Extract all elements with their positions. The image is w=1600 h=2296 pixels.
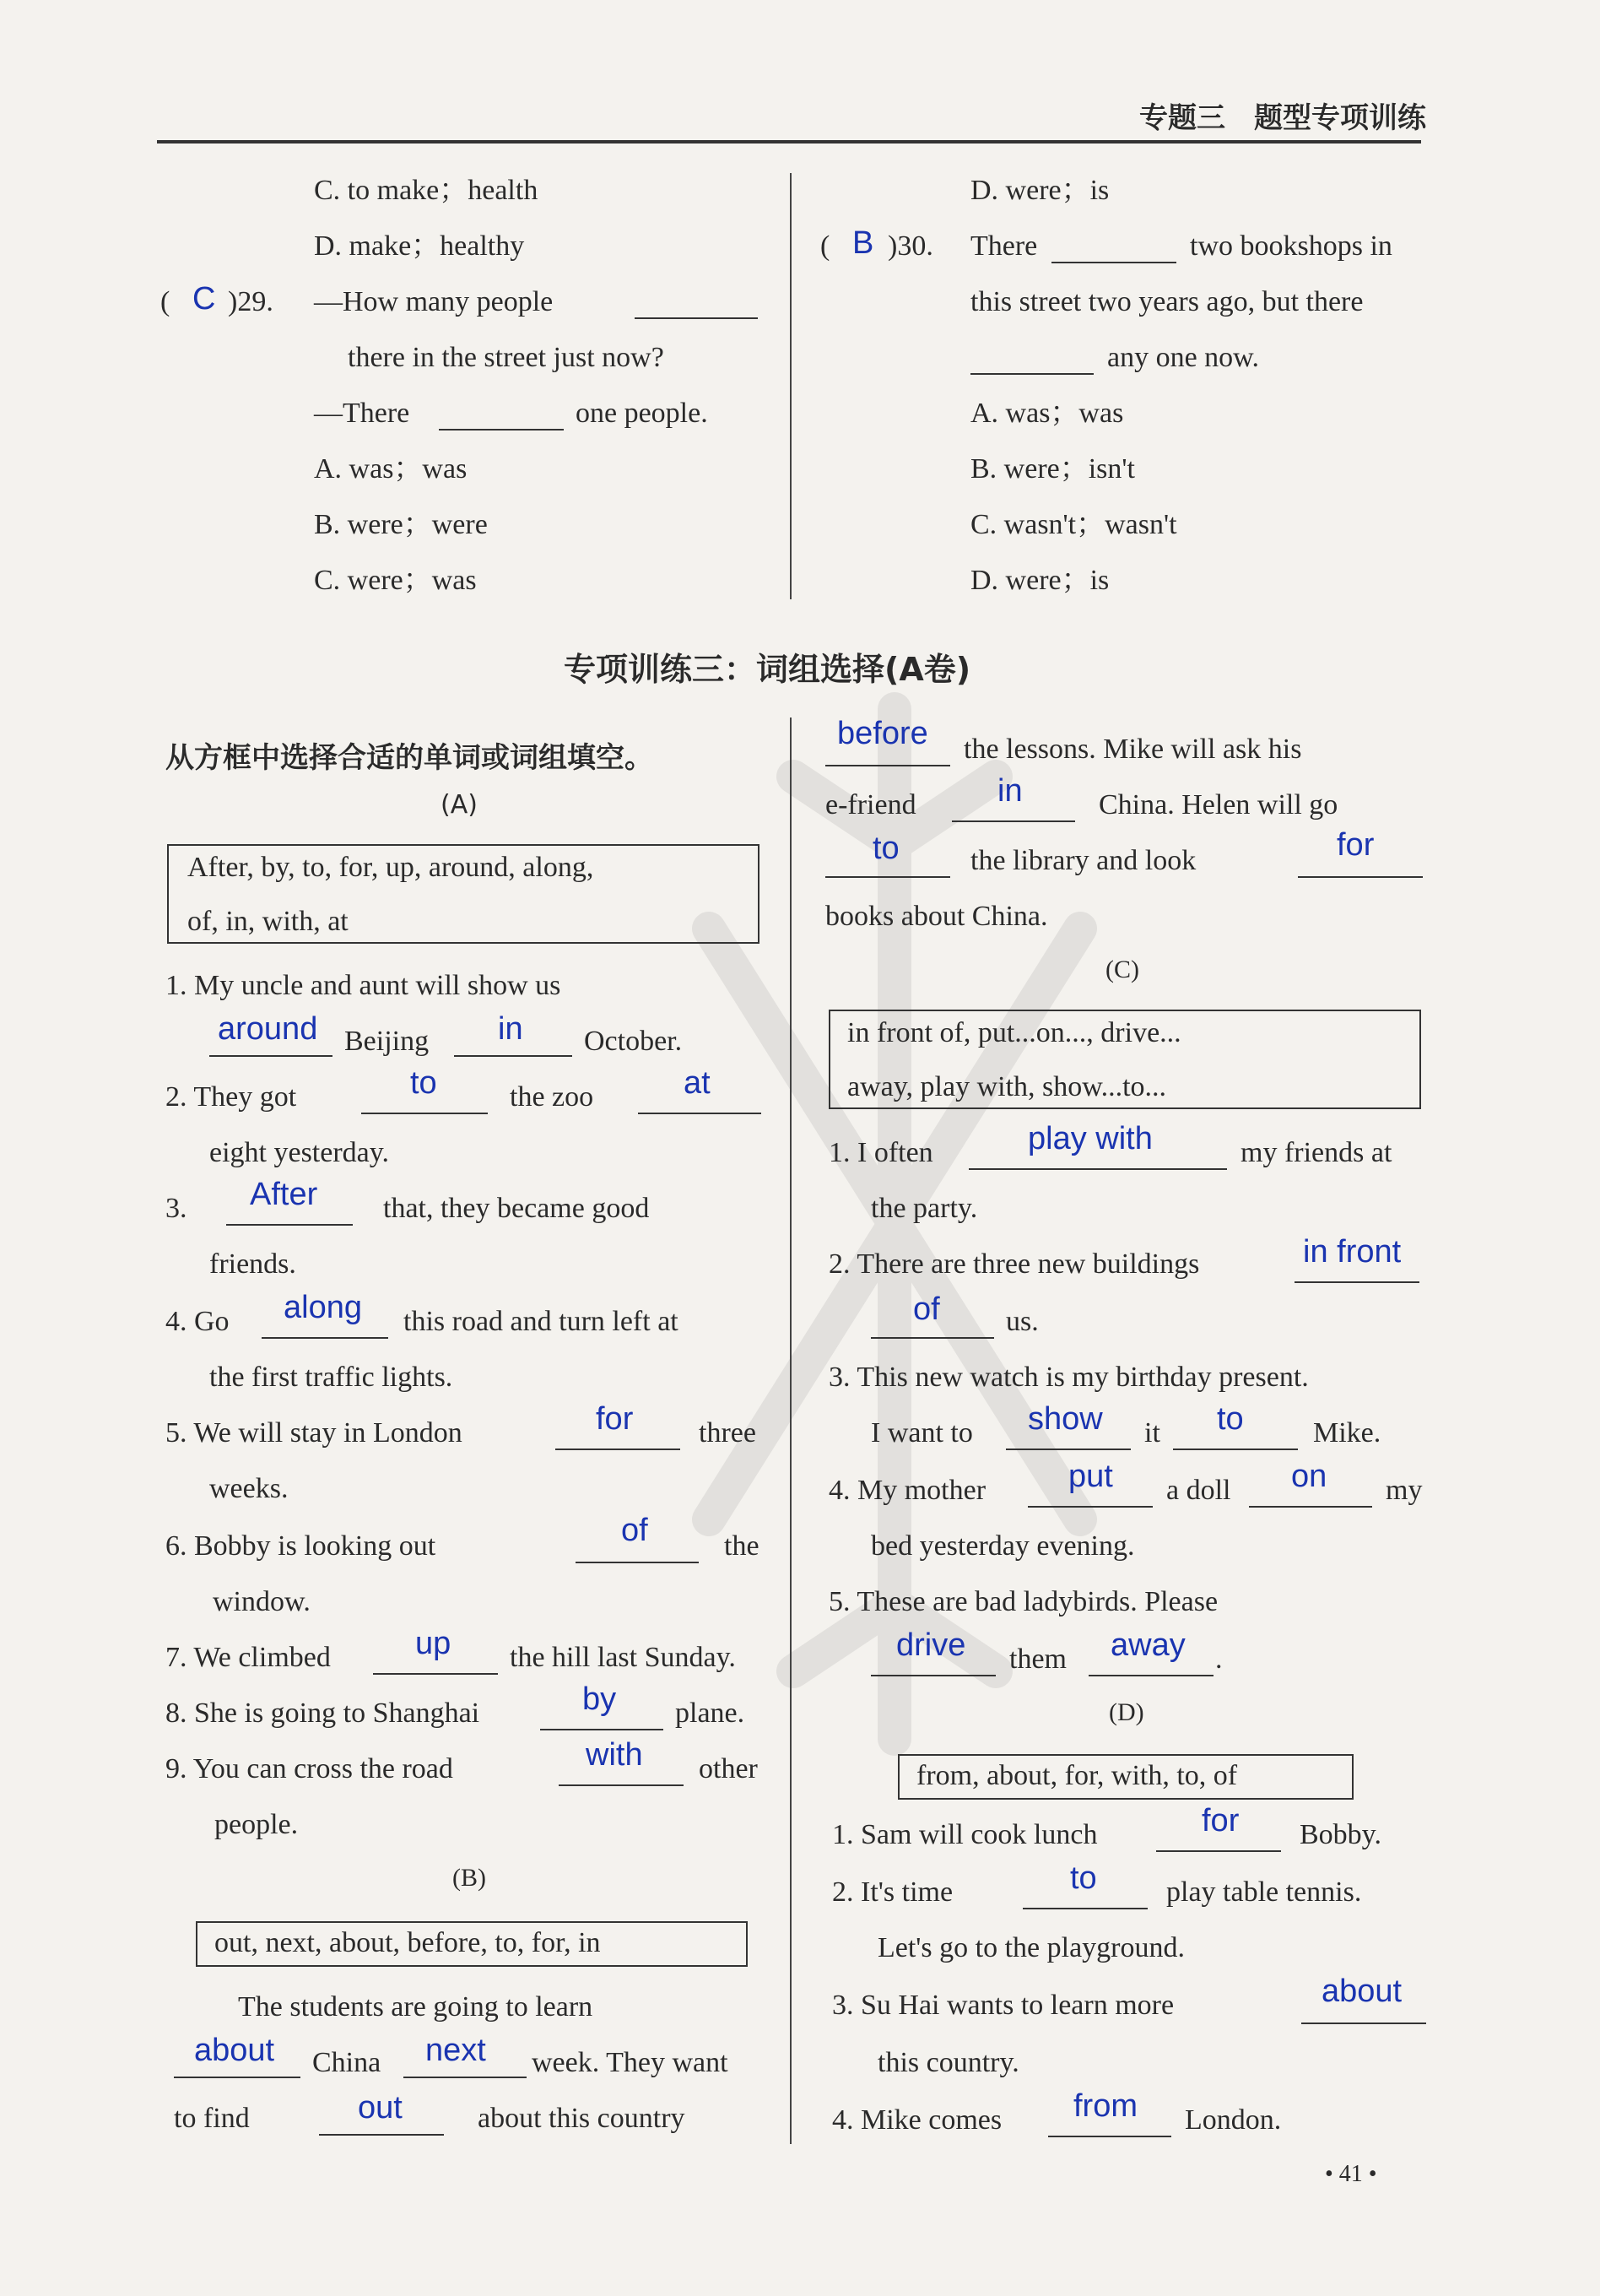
a-q3-ans: After <box>250 1177 318 1212</box>
a-q2-line1b: the zoo <box>510 1081 594 1113</box>
option-d-q29: D. were；is <box>970 175 1110 206</box>
d-q3-blank <box>1301 2023 1426 2024</box>
c-q5-blank1 <box>871 1675 996 1676</box>
d-q2-line2: Let's go to the playground. <box>878 1932 1186 1963</box>
a-q9-line1b: other <box>699 1753 758 1784</box>
c-q2-ans1: in front <box>1303 1234 1402 1270</box>
b-ans-before: before <box>837 716 928 751</box>
c-q4-ans2: on <box>1291 1459 1327 1494</box>
c-q3-line2b: it <box>1144 1417 1160 1449</box>
a-q9-line2: people. <box>214 1809 299 1840</box>
b-blank-about <box>174 2077 300 2078</box>
q29-number: )29. <box>228 286 273 317</box>
a-q3-line1: that, they became good <box>383 1193 650 1224</box>
a-q7-ans: up <box>415 1626 451 1661</box>
c-q2-blank1 <box>1295 1281 1419 1283</box>
a-q6-blank <box>576 1562 699 1563</box>
c-q2-line2: us. <box>1006 1306 1039 1337</box>
part-b-box-text: out, next, about, before, to, for, in <box>214 1927 601 1958</box>
part-a-box-line2: of, in, with, at <box>187 906 349 937</box>
a-q6-line1b: the <box>724 1530 759 1562</box>
c-q4-line1a: 4. My mother <box>829 1475 986 1506</box>
d-q2-line1b: play table tennis. <box>1166 1876 1362 1908</box>
a-q1-blank1 <box>209 1055 332 1057</box>
b-blank-for <box>1298 876 1423 878</box>
c-q5-blank2 <box>1089 1675 1214 1676</box>
part-d-label: (D) <box>1109 1698 1144 1726</box>
a-q5-line2: weeks. <box>209 1473 289 1504</box>
bottom-column-divider <box>790 718 792 2144</box>
d-q2-line1a: 2. It's time <box>832 1876 954 1908</box>
b-passage-line3a: to find <box>174 2103 250 2134</box>
q29-line1: —How many people <box>314 286 554 317</box>
q29-line3b: one people. <box>576 398 708 429</box>
c-q2-blank2 <box>871 1337 994 1339</box>
c-q4-blank1 <box>1028 1506 1153 1508</box>
c-q4-line1b: a doll <box>1166 1475 1231 1506</box>
q30-option-d: D. were；is <box>970 565 1110 596</box>
q30-line1a: There <box>970 230 1038 262</box>
q30-answer: B <box>852 225 874 261</box>
part-b-label: (B) <box>452 1864 486 1892</box>
part-d-box-text: from, about, for, with, to, of <box>916 1760 1238 1791</box>
a-q7-line1b: the hill last Sunday. <box>510 1642 736 1673</box>
b-blank-in <box>952 820 1075 822</box>
c-q4-line2: bed yesterday evening. <box>871 1530 1135 1562</box>
d-q3-line1: 3. Su Hai wants to learn more <box>832 1990 1175 2021</box>
c-q1-ans: play with <box>1028 1121 1153 1156</box>
a-q6-line2: window. <box>213 1586 311 1617</box>
a-q7-line1a: 7. We climbed <box>165 1642 331 1673</box>
b-right-line2b: China. Helen will go <box>1099 789 1338 820</box>
b-ans-next: next <box>425 2033 486 2068</box>
b-passage-line1: The students are going to learn <box>238 1991 593 2023</box>
a-q4-blank <box>262 1337 388 1339</box>
a-q3-line2: friends. <box>209 1248 296 1280</box>
c-q5-line1: 5. These are bad ladybirds. Please <box>829 1586 1219 1617</box>
q30-number: )30. <box>888 230 933 262</box>
q30-line2: this street two years ago, but there <box>970 286 1364 317</box>
d-q2-ans: to <box>1070 1860 1097 1896</box>
a-q8-line1b: plane. <box>675 1698 745 1729</box>
b-right-line1: the lessons. Mike will ask his <box>964 734 1302 765</box>
section-title: 专项训练三：词组选择(A卷) <box>564 651 971 688</box>
b-right-line3: the library and look <box>970 845 1197 876</box>
a-q2-ans1: to <box>410 1065 437 1101</box>
a-q1-october: October. <box>584 1026 683 1057</box>
a-q9-ans: with <box>586 1737 643 1773</box>
d-q3-ans: about <box>1322 1974 1403 2009</box>
c-q2-ans2: of <box>913 1292 940 1327</box>
b-passage-week: week. They want <box>532 2047 728 2078</box>
a-q6-line1a: 6. Bobby is looking out <box>165 1530 436 1562</box>
b-passage-line3b: about this country <box>478 2103 685 2134</box>
a-q1-ans1: around <box>218 1011 318 1047</box>
a-q1-ans2: in <box>498 1011 523 1047</box>
top-column-divider <box>790 173 792 599</box>
b-blank-out <box>319 2134 444 2136</box>
part-a-box-line1: After, by, to, for, up, around, along, <box>187 852 594 883</box>
d-q1-blank <box>1156 1850 1281 1852</box>
c-q4-blank2 <box>1249 1506 1372 1508</box>
c-q3-ans1: show <box>1028 1401 1103 1437</box>
page-header-title: 专题三 题型专项训练 <box>1139 101 1426 135</box>
a-q1-blank2 <box>454 1055 572 1057</box>
b-right-line2a: e-friend <box>825 789 916 820</box>
c-q4-ans1: put <box>1068 1459 1113 1494</box>
b-blank-next <box>403 2077 527 2078</box>
q30-blank2 <box>970 373 1094 375</box>
d-q2-blank <box>1023 1908 1148 1909</box>
q29-option-a: A. was；was <box>314 453 468 485</box>
a-q5-line1b: three <box>699 1417 756 1449</box>
c-q3-line1: 3. This new watch is my birthday present. <box>829 1362 1309 1393</box>
instruction: 从方框中选择合适的单词或词组填空。 <box>165 741 653 775</box>
b-blank-before <box>825 765 950 766</box>
part-c-label: (C) <box>1105 956 1139 983</box>
c-q3-blank1 <box>1006 1449 1131 1450</box>
q29-answer: C <box>192 281 216 317</box>
a-q2-blank1 <box>361 1113 488 1114</box>
a-q8-blank <box>540 1729 663 1730</box>
c-q1-blank <box>969 1168 1227 1170</box>
part-a-label: (A) <box>441 790 478 820</box>
c-q1-line1b: my friends at <box>1241 1137 1392 1168</box>
a-q5-ans: for <box>596 1401 634 1437</box>
c-q5-line2a: them <box>1009 1643 1067 1675</box>
d-q4-ans: from <box>1073 2088 1138 2124</box>
a-q1-beijing: Beijing <box>344 1026 430 1057</box>
q29-paren-open: ( <box>160 286 170 317</box>
a-q3-num: 3. <box>165 1193 187 1224</box>
d-q1-line1b: Bobby. <box>1300 1819 1381 1850</box>
a-q3-blank <box>226 1224 353 1226</box>
q29-option-c: C. were；was <box>314 565 477 596</box>
a-q2-ans2: at <box>684 1065 711 1101</box>
c-q5-ans1: drive <box>896 1627 966 1663</box>
c-q3-line2c: Mike. <box>1313 1417 1381 1449</box>
a-q5-line1a: 5. We will stay in London <box>165 1417 462 1449</box>
q29-option-b: B. were；were <box>314 509 488 540</box>
d-q1-ans: for <box>1202 1803 1240 1838</box>
a-q4-line1a: 4. Go <box>165 1306 230 1337</box>
a-q9-blank <box>559 1784 684 1786</box>
b-right-line4: books about China. <box>825 901 1048 932</box>
header-rule <box>157 140 1421 144</box>
a-q9-line1a: 9. You can cross the road <box>165 1753 453 1784</box>
a-q6-ans: of <box>621 1513 648 1548</box>
a-q8-ans: by <box>582 1681 617 1717</box>
b-ans-to: to <box>873 831 900 866</box>
part-c-box-line1: in front of, put...on..., drive... <box>847 1017 1181 1048</box>
q29-blank2 <box>439 429 564 430</box>
b-ans-out: out <box>358 2090 403 2125</box>
b-ans-in: in <box>997 773 1023 809</box>
q30-paren-open: ( <box>820 230 830 262</box>
b-passage-china: China <box>312 2047 381 2078</box>
q29-line3a: —There <box>314 398 410 429</box>
q30-option-c: C. wasn't；wasn't <box>970 509 1177 540</box>
page-number: • 41 • <box>1325 2161 1377 2187</box>
d-q1-line1a: 1. Sam will cook lunch <box>832 1819 1098 1850</box>
a-q2-blank2 <box>638 1113 761 1114</box>
q30-option-b: B. were；isn't <box>970 453 1135 485</box>
c-q3-ans2: to <box>1217 1401 1244 1437</box>
q30-option-a: A. was；was <box>970 398 1124 429</box>
c-q3-blank2 <box>1173 1449 1298 1450</box>
c-q5-line2b: . <box>1215 1643 1223 1675</box>
a-q5-blank <box>555 1449 680 1450</box>
d-q3-line2: this country. <box>878 2047 1019 2078</box>
c-q5-ans2: away <box>1111 1627 1186 1663</box>
b-ans-for: for <box>1337 827 1375 863</box>
option-c-q28: C. to make；health <box>314 175 538 206</box>
a-q1-line1: 1. My uncle and aunt will show us <box>165 970 561 1001</box>
b-ans-about: about <box>194 2033 275 2068</box>
a-q2-line2: eight yesterday. <box>209 1137 390 1168</box>
c-q4-line1c: my <box>1386 1475 1423 1506</box>
c-q1-line2: the party. <box>871 1193 978 1224</box>
a-q4-ans: along <box>284 1290 362 1325</box>
a-q2-line1a: 2. They got <box>165 1081 297 1113</box>
c-q1-line1a: 1. I often <box>829 1137 933 1168</box>
a-q8-line1a: 8. She is going to Shanghai <box>165 1698 480 1729</box>
c-q2-line1: 2. There are three new buildings <box>829 1248 1200 1280</box>
q30-line1b: two bookshops in <box>1190 230 1392 262</box>
q30-line3: any one now. <box>1107 342 1260 373</box>
d-q4-line1b: London. <box>1185 2104 1282 2136</box>
q29-blank1 <box>635 317 758 319</box>
d-q4-blank <box>1048 2136 1171 2137</box>
q29-line2: there in the street just now? <box>348 342 664 373</box>
a-q7-blank <box>373 1673 498 1675</box>
b-blank-to <box>825 876 950 878</box>
a-q4-line1b: this road and turn left at <box>403 1306 678 1337</box>
a-q4-line2: the first traffic lights. <box>209 1362 453 1393</box>
option-d-q28: D. make；healthy <box>314 230 525 262</box>
d-q4-line1a: 4. Mike comes <box>832 2104 1003 2136</box>
q30-blank1 <box>1051 262 1176 263</box>
part-c-box-line2: away, play with, show...to... <box>847 1071 1167 1102</box>
c-q3-line2a: I want to <box>871 1417 973 1449</box>
